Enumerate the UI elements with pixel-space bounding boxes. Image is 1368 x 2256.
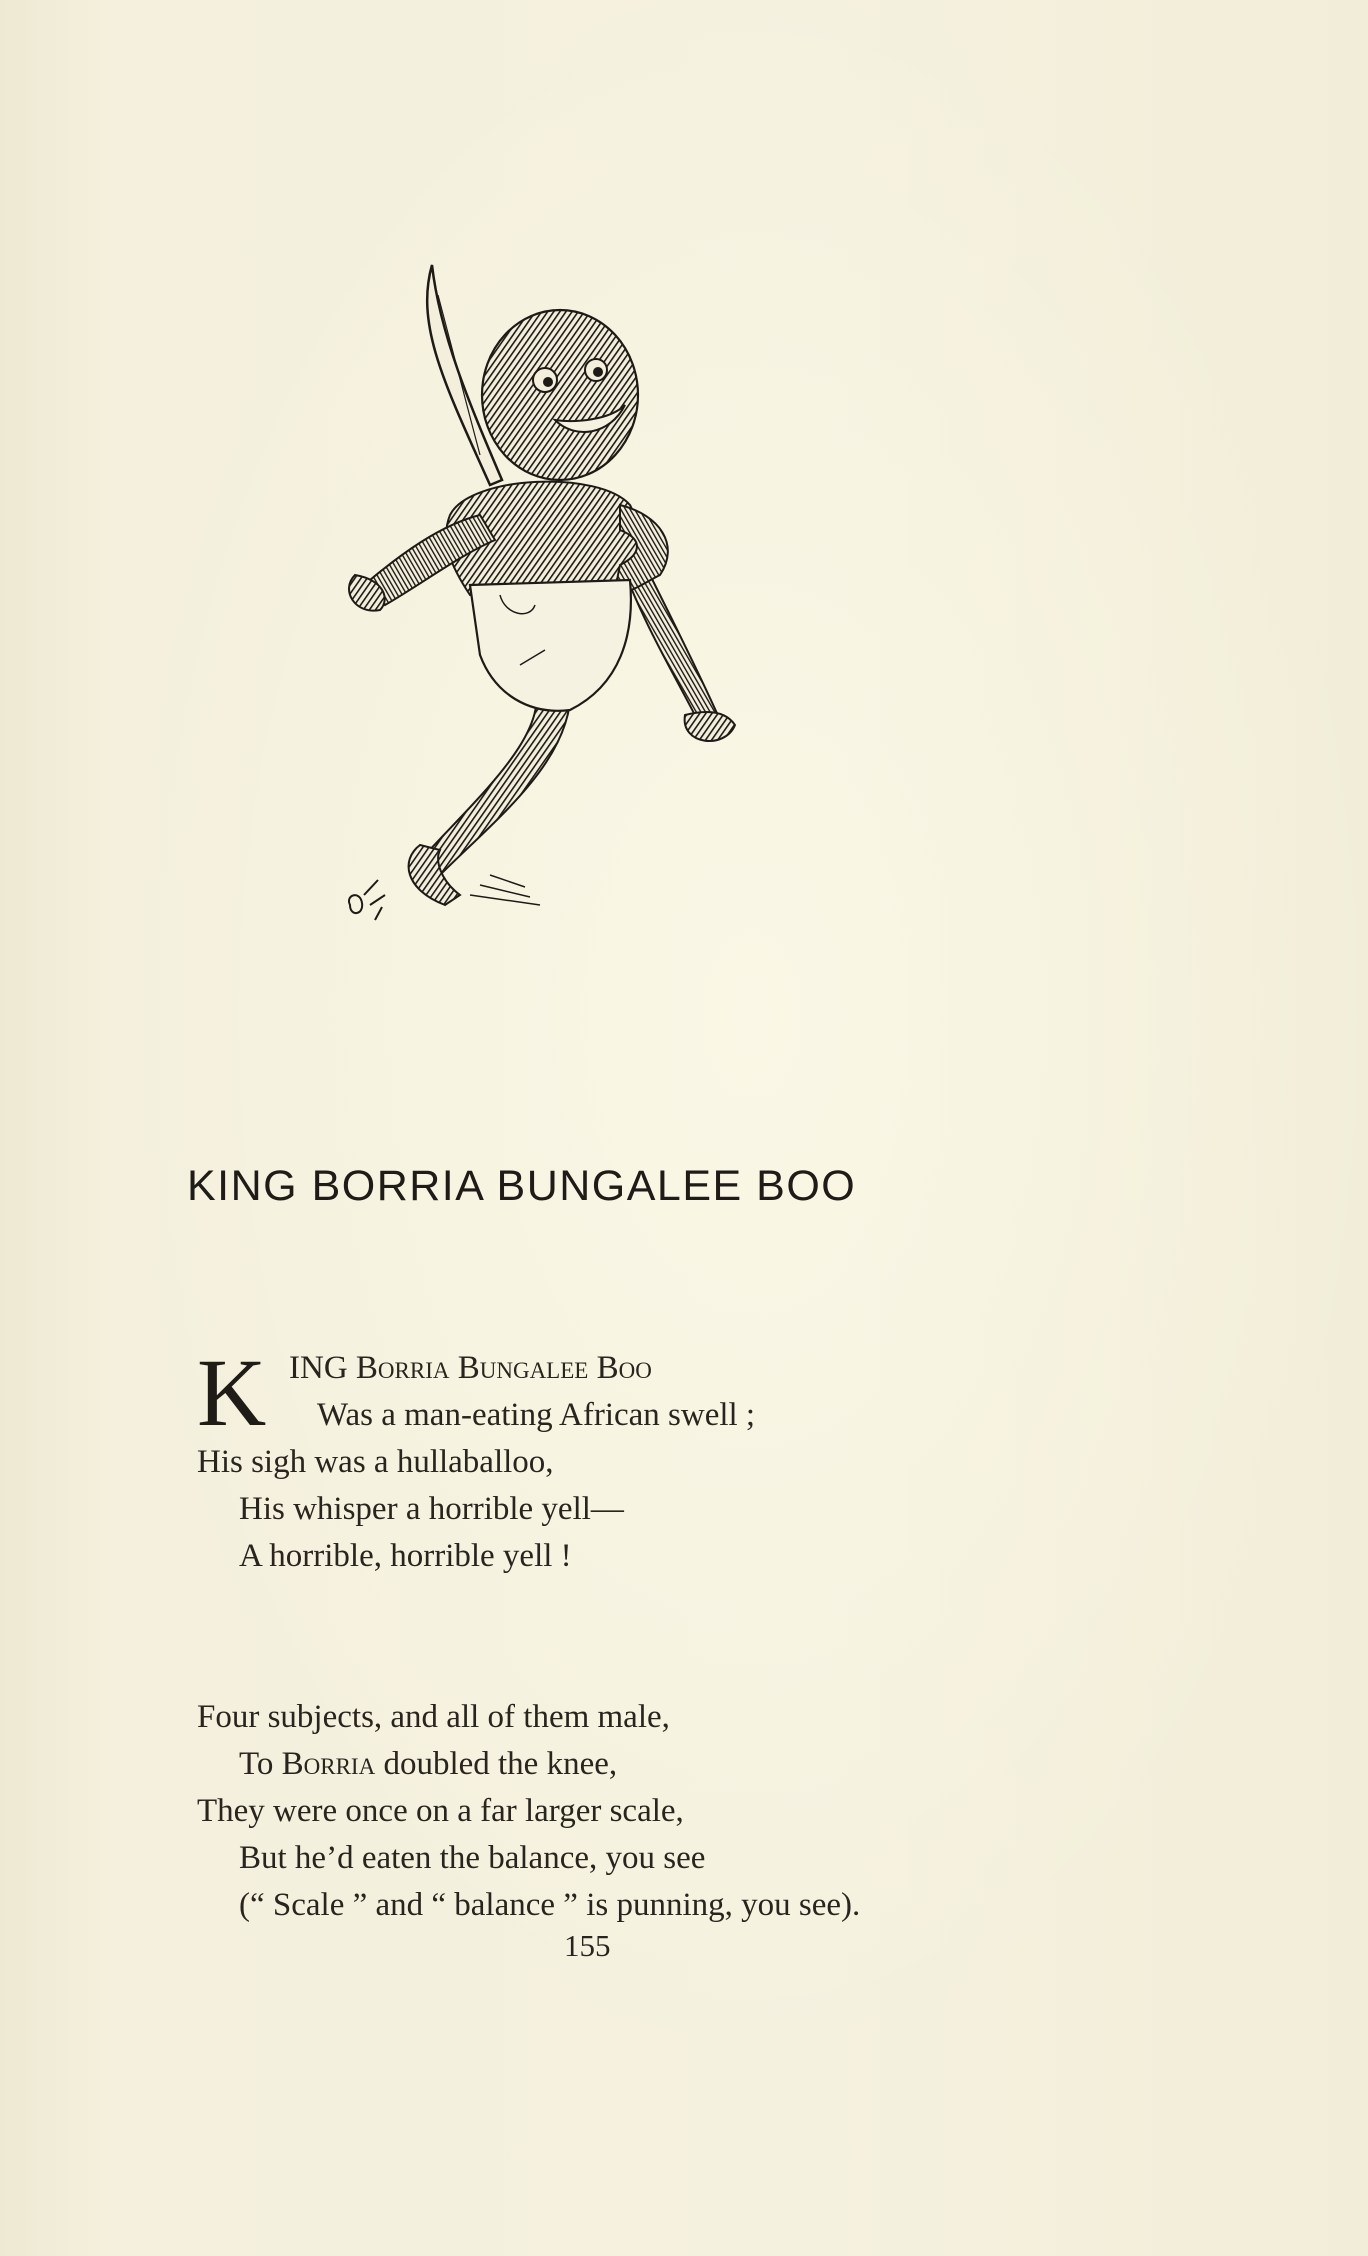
stanza-2-line-2-c: doubled the knee,: [375, 1746, 618, 1782]
stanza-1-line-1-text: ING Borria Bungalee Boo: [289, 1350, 652, 1386]
stanza-1: [197, 1339, 756, 1580]
stanza-1-line-2: Was a man-eating African swell ;: [317, 1397, 756, 1433]
stanza-1-line-3: His sigh was a hullaballoo,: [197, 1444, 554, 1480]
stanza-2-line-4: But he’d eaten the balance, you see: [239, 1840, 706, 1876]
stanza-2-line-2-a: To: [239, 1746, 282, 1782]
dancing-figure-with-sword-illustration: [330, 255, 800, 955]
poem-title: KING BORRIA BUNGALEE BOO: [187, 1162, 857, 1210]
stanza-1-line-4: His whisper a horrible yell—: [239, 1491, 624, 1527]
stanza-2-line-2-name: Borria: [281, 1746, 376, 1782]
stanza-2-line-2: [197, 1741, 860, 1788]
stanza-1-line-5: A horrible, horrible yell !: [239, 1538, 572, 1574]
page-number: 155: [564, 1928, 611, 1963]
stanza-2-line-3: They were once on a far larger scale,: [197, 1793, 684, 1829]
stanza-2-line-1: Four subjects, and all of them male,: [197, 1699, 670, 1735]
artist-monogram: [349, 880, 385, 920]
stanza-2: [197, 1694, 860, 1929]
drop-cap: K: [197, 1339, 267, 1446]
stanza-2-line-5: (“ Scale ” and “ balance ” is punning, you see).: [239, 1887, 861, 1923]
